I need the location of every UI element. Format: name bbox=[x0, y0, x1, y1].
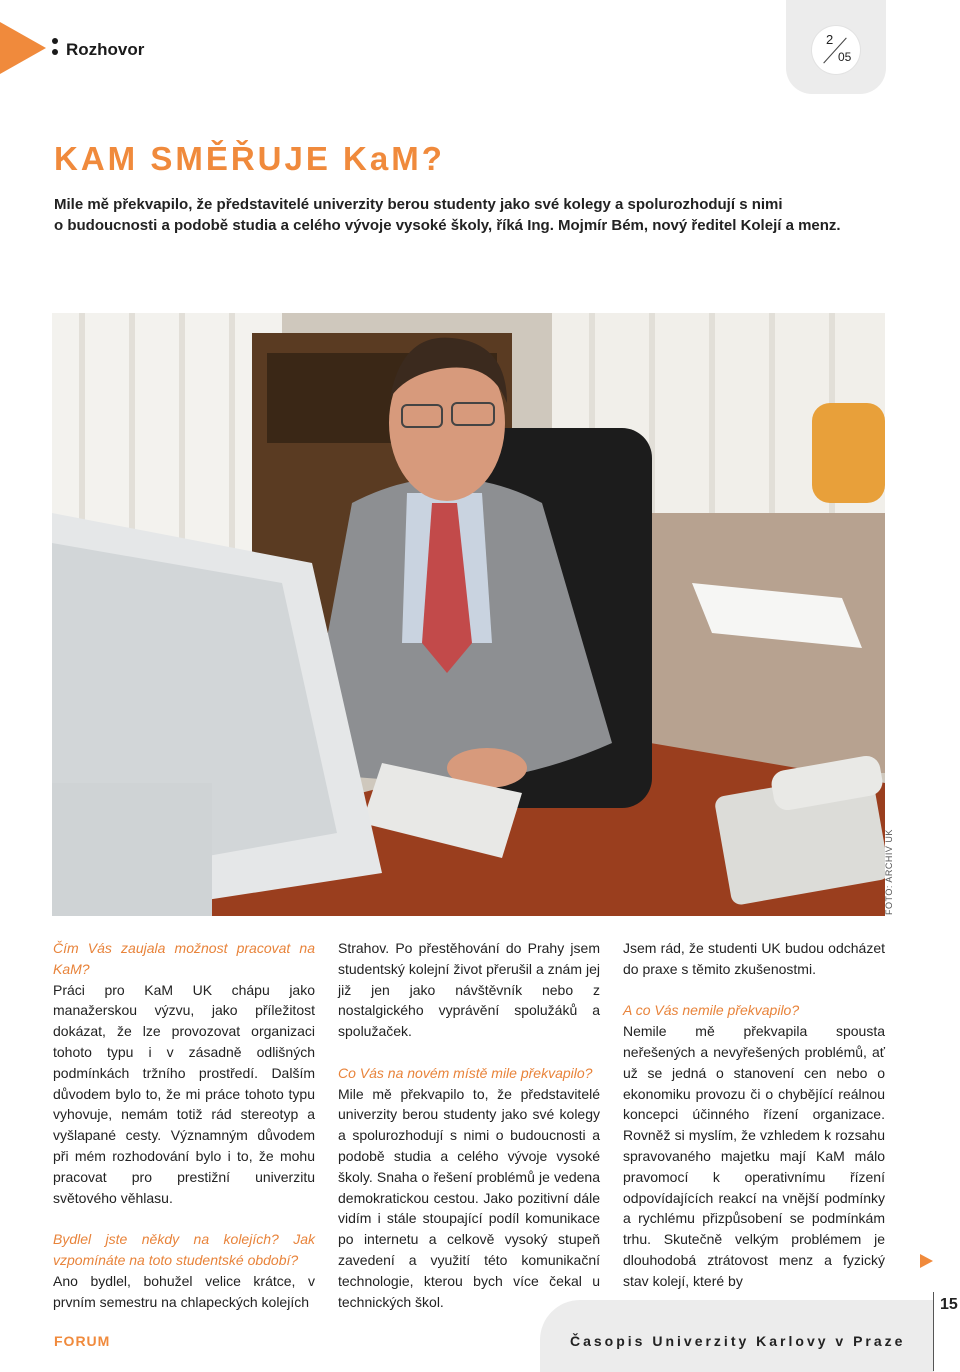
interview-answer: Jsem rád, že studenti UK budou odcházet do praxe s těmito zkušenostmi. bbox=[623, 940, 885, 977]
lead-line-2: o budoucnosti a podobě studia a celého vývoje vysoké školy, říká Ing. Mojmír Bém, nový ředitel Kolejí a menz. bbox=[54, 217, 841, 234]
interview-question: Bydlel jste někdy na kolejích? Jak vzpomínáte na toto studentské období? bbox=[53, 1231, 315, 1268]
interview-answer: Strahov. Po přestěhování do Prahy jsem studentský kolejní život přerušil a znám jej již jen jako návštěvník nebo z nostalgického vyprávění spolužáků a spolužaček. bbox=[338, 940, 600, 1040]
interview-question: Čím Vás zaujala možnost pracovat na KaM? bbox=[53, 940, 315, 977]
section-dots-icon bbox=[52, 38, 58, 58]
section-label: Rozhovor bbox=[66, 40, 145, 59]
journal-name: Časopis Univerzity Karlovy v Praze bbox=[570, 1333, 906, 1349]
magazine-name: FORUM bbox=[54, 1333, 111, 1349]
issue-number: 2 bbox=[826, 32, 834, 47]
issue-year: 05 bbox=[838, 50, 852, 64]
page-number: 15 bbox=[940, 1296, 958, 1313]
article-photo bbox=[52, 313, 885, 916]
interview-answer: Mile mě překvapilo to, že představitelé univerzity berou studenty jako své kolegy a spolurozhodují s nimi o budoucnosti a podobě studia a celého vývoje vysoké školy. Snaha o řešení problémů je vedena demokratickou cestou. Jako pozitivní dále vidím i stále stoupající podíl komunikace po internetu a celkově vysoký stupeň zavedení a využití této komunikační technologie, kterou bych více čekal u technických škol. bbox=[338, 1085, 600, 1310]
text-column-2 bbox=[338, 938, 600, 1312]
photo-credit: FOTO: ARCHIV UK bbox=[884, 829, 894, 915]
text-column-1 bbox=[53, 938, 315, 1312]
article-title: KAM SMĚŘUJE KaM? bbox=[54, 140, 445, 177]
interview-question: Co Vás na novém místě mile překvapilo? bbox=[338, 1064, 593, 1081]
interview-answer: Nemile mě překvapila spousta neřešených a nevyřešených problémů, ať už se jedná o stanovení cen nebo o ekonomiku provozu či o chybějící reálnou koncepci účinného řízení organizace. Rovněž si myslím, že vzhledem k rozsahu spravovaného majetku mají KaM málo pravomocí k operativnímu řízení odpovídajících reakcí na vnější podmínky a rychlému přizpůsobení se podmínkám trhu. Skutečně velkým problémem je dlouhodobá ztrátovost menz a fyzický stav kolejí, které by bbox=[623, 1023, 885, 1289]
interview-answer: Práci pro KaM UK chápu jako manažerskou výzvu, jako příležitost dokázat, že lze provozovat organizaci tohoto typu i v zásadně odlišných podmínkách tržního prostředí. Dalším důvodem bylo to, že mi práce tohoto typu vyhovuje, nemám totiž rád stereotyp a vyšlapané cesty. Významným důvodem při mém rozhodování bylo i to, že mohu pracovat pro prestižní univerzitu světového věhlasu. bbox=[53, 981, 315, 1206]
text-column-3 bbox=[623, 938, 885, 1292]
interview-answer: Ano bydlel, bohužel velice krátce, v prvním semestru na chlapeckých kolejích bbox=[53, 1272, 315, 1310]
article-lead bbox=[54, 194, 914, 236]
lead-line-1: Mile mě překvapilo, že představitelé univerzity berou studenty jako své kolegy a spolurozhodují s nimi bbox=[54, 196, 783, 213]
footer-divider bbox=[933, 1292, 934, 1371]
section-arrow-icon bbox=[0, 22, 46, 74]
interview-question: A co Vás nemile překvapilo? bbox=[623, 1002, 800, 1019]
continue-arrow-icon bbox=[920, 1254, 933, 1268]
